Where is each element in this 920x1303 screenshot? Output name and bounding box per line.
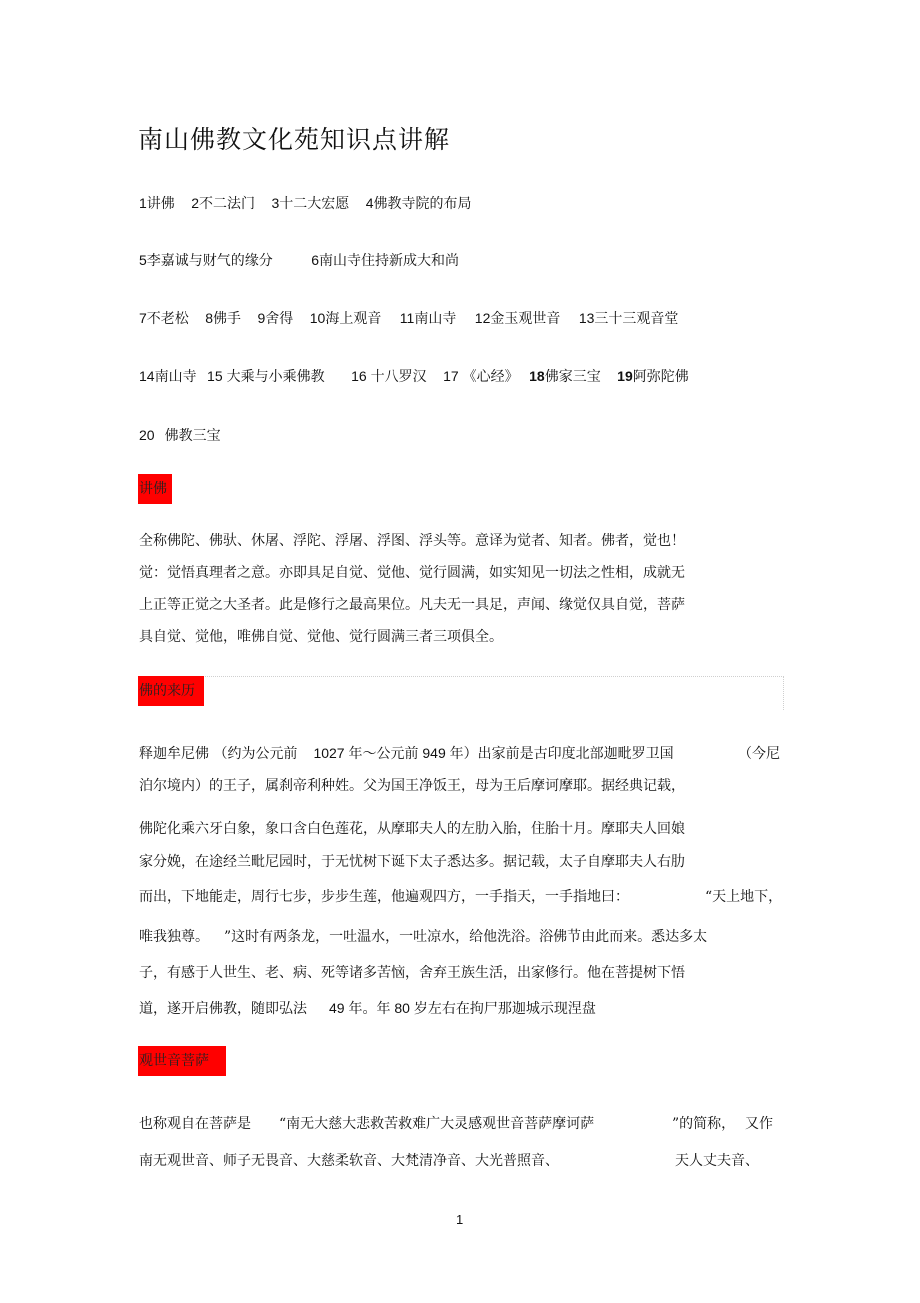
text-run: 1027 年～公元前 949 年）出家前是古印度北部迦毗罗卫国 bbox=[313, 745, 674, 761]
toc-num: 14 bbox=[139, 368, 155, 384]
toc-num: 12 bbox=[474, 310, 491, 326]
paragraph-line bbox=[139, 1113, 594, 1133]
text-run: “南无大慈大悲救苦救难广大灵感观世音菩萨摩诃萨 bbox=[279, 1116, 595, 1132]
toc-text: 佛家三宝 bbox=[544, 369, 601, 385]
toc-line-1 bbox=[139, 193, 472, 213]
paragraph-line bbox=[139, 998, 596, 1018]
toc-num: 4 bbox=[365, 195, 374, 211]
toc-text: 南山寺 bbox=[154, 369, 197, 385]
paragraph-line: 佛陀化乘六牙白象，象口含白色莲花，从摩耶夫人的左肋入胎，住胎十月。摩耶夫人回娘 bbox=[139, 821, 685, 837]
toc-num: 16 bbox=[351, 368, 367, 384]
paragraph-line: 子，有感于人世生、老、病、死等诸多苦恼，舍弃王族生活，出家修行。他在菩提树下悟 bbox=[139, 965, 685, 981]
text-run: 也称观自在菩萨是 bbox=[139, 1116, 251, 1132]
toc-text: 讲佛 bbox=[146, 196, 175, 212]
toc-line-3 bbox=[139, 308, 678, 328]
toc-text: 十二大宏愿 bbox=[279, 196, 350, 212]
toc-text: 三十三观音堂 bbox=[594, 311, 679, 327]
toc-text: 佛教三宝 bbox=[164, 428, 221, 444]
toc-text: 佛手 bbox=[213, 311, 242, 327]
paragraph-line bbox=[139, 743, 674, 763]
toc-num: 15 bbox=[207, 368, 223, 384]
text-run: 道，遂开启佛教，随即弘法 bbox=[139, 1001, 307, 1017]
paragraph-line bbox=[139, 926, 707, 946]
text-run: “天上地下， bbox=[705, 889, 783, 905]
toc-num: 19 bbox=[617, 368, 633, 384]
toc-num: 6 bbox=[311, 252, 320, 268]
toc-text: 不老松 bbox=[146, 311, 189, 327]
toc-text: 阿弥陀佛 bbox=[632, 369, 689, 385]
toc-text: 南山寺 bbox=[414, 311, 457, 327]
toc-num: 5 bbox=[139, 252, 147, 268]
text-run: 又作 bbox=[745, 1116, 773, 1132]
toc-num: 13 bbox=[578, 310, 595, 326]
toc-text: 不二法门 bbox=[199, 196, 256, 212]
toc-num: 3 bbox=[271, 195, 280, 211]
toc-text: 舍得 bbox=[265, 311, 294, 327]
paragraph-line: 南无观世音、师子无畏音、大慈柔软音、大梵清净音、大光普照音、 bbox=[139, 1153, 559, 1169]
text-run: 唯我独尊。 bbox=[139, 929, 202, 945]
text-run: 天人丈夫音、 bbox=[675, 1153, 759, 1169]
text-run: ”的简称， bbox=[672, 1116, 736, 1132]
toc-line-5 bbox=[139, 425, 221, 445]
toc-num: 8 bbox=[205, 310, 214, 326]
toc-num: 10 bbox=[309, 310, 326, 326]
section-heading-origin: 佛的来历 bbox=[138, 676, 204, 706]
text-run: 释迦牟尼佛 （约为公元前 bbox=[139, 746, 298, 762]
page-number: 1 bbox=[456, 1212, 464, 1227]
page-title: 南山佛教文化苑知识点讲解 bbox=[138, 125, 451, 154]
paragraph-line: 觉：觉悟真理者之意。亦即具足自觉、觉他、觉行圆满，如实知见一切法之性相，成就无 bbox=[139, 565, 685, 581]
toc-num: 1 bbox=[139, 195, 147, 211]
toc-num: 2 bbox=[191, 195, 200, 211]
toc-num: 11 bbox=[399, 310, 415, 326]
paragraph-line: 全称佛陀、佛驮、休屠、浮陀、浮屠、浮图、浮头等。意译为觉者、知者。佛者，觉也！ bbox=[139, 533, 685, 549]
toc-text: 佛教寺院的布局 bbox=[373, 196, 472, 212]
section-rule bbox=[205, 676, 784, 710]
paragraph-line: 家分娩，在途经兰毗尼园时，于无忧树下诞下太子悉达多。据记载，太子自摩耶夫人右肋 bbox=[139, 854, 685, 870]
paragraph-line: 具自觉、觉他，唯佛自觉、觉他、觉行圆满三者三项俱全。 bbox=[139, 629, 503, 645]
paragraph-line: 上正等正觉之大圣者。此是修行之最高果位。凡夫无一具足，声闻、缘觉仅具自觉，菩萨 bbox=[139, 597, 685, 613]
section-heading-guanyin: 观世音菩萨 bbox=[138, 1046, 226, 1076]
text-run: 49 年。年 80 岁左右在拘尸那迦城示现涅盘 bbox=[329, 1000, 596, 1016]
toc-text: 金玉观世音 bbox=[490, 311, 561, 327]
toc-text: 海上观音 bbox=[325, 311, 382, 327]
toc-line-2 bbox=[139, 250, 459, 270]
toc-text: 《心经》 bbox=[462, 369, 519, 385]
toc-num: 20 bbox=[139, 427, 155, 443]
toc-num: 7 bbox=[139, 310, 147, 326]
toc-num: 17 bbox=[443, 368, 459, 384]
toc-line-4 bbox=[139, 366, 689, 386]
text-run: （今尼 bbox=[738, 746, 780, 762]
toc-text: 李嘉诚与财气的缘分 bbox=[146, 253, 273, 269]
toc-text: 十八罗汉 bbox=[370, 369, 427, 385]
paragraph-line: 而出，下地能走，周行七步，步步生莲，他遍观四方，一手指天，一手指地曰： bbox=[139, 889, 629, 905]
text-run: ”这时有两条龙，一吐温水，一吐凉水，给他洗浴。浴佛节由此而来。悉达多太 bbox=[224, 929, 708, 945]
toc-num: 18 bbox=[529, 368, 545, 384]
section-heading-jiangfo: 讲佛 bbox=[138, 474, 172, 504]
toc-num: 9 bbox=[257, 310, 266, 326]
paragraph-line: 泊尔境内）的王子，属刹帝利种姓。父为国王净饭王，母为王后摩诃摩耶。据经典记载， bbox=[139, 778, 685, 794]
toc-text: 南山寺住持新成大和尚 bbox=[319, 253, 460, 269]
toc-text: 大乘与小乘佛教 bbox=[226, 369, 325, 385]
